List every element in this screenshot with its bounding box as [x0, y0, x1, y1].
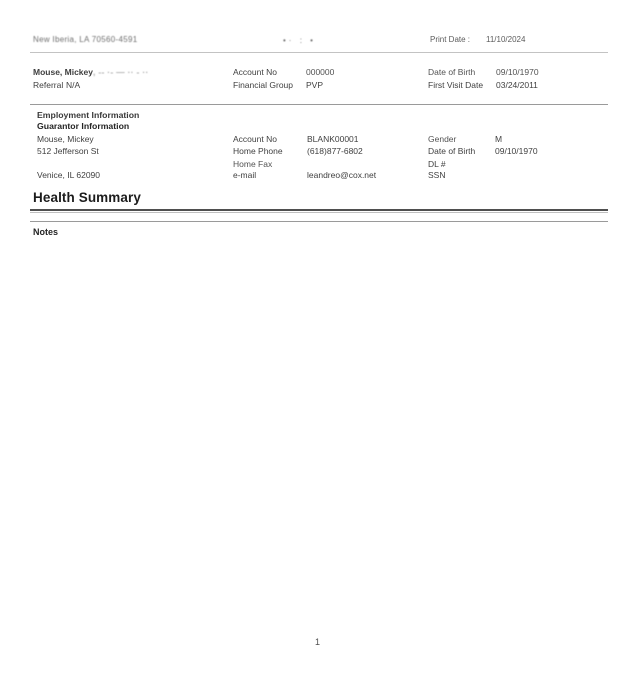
- patient-name-trailing-marks: , -- ·- — ·· - ··: [93, 67, 149, 77]
- notes-title: Notes: [33, 227, 59, 237]
- header-center-marks: •· : •: [283, 36, 316, 45]
- guarantor-city-line: Venice, IL 62090: [37, 170, 101, 180]
- email-value: leandreo@cox.net: [307, 170, 377, 180]
- home-fax-label: Home Fax: [233, 159, 273, 169]
- print-date-label: Print Date :: [430, 35, 471, 44]
- date-of-birth-value: 09/10/1970: [496, 67, 539, 77]
- employment-section-title: Employment Information: [37, 110, 140, 120]
- print-date-value: 11/10/2024: [486, 35, 526, 44]
- guarantor-gender-label: Gender: [428, 134, 457, 144]
- financial-group-label: Financial Group: [233, 80, 294, 90]
- patient-name-text: Mouse, Mickey: [33, 67, 93, 77]
- divider-above-employment: [30, 104, 608, 105]
- guarantor-dob-label: Date of Birth: [428, 146, 476, 156]
- ssn-label: SSN: [428, 170, 446, 180]
- account-no-value: 000000: [306, 67, 335, 77]
- first-visit-label: First Visit Date: [428, 80, 484, 90]
- divider-health-summary-echo: [30, 212, 608, 213]
- referral-value: N/A: [66, 80, 81, 90]
- financial-group-value: PVP: [306, 80, 324, 90]
- patient-name: [33, 67, 149, 78]
- email-label: e-mail: [233, 170, 257, 180]
- guarantor-dob-value: 09/10/1970: [495, 146, 538, 156]
- guarantor-name: Mouse, Mickey: [37, 134, 94, 144]
- guarantor-gender-value: M: [495, 134, 503, 144]
- practice-address: New Iberia, LA 70560-4591: [33, 35, 138, 44]
- dl-label: DL #: [428, 159, 446, 169]
- referral-label: Referral: [33, 80, 64, 90]
- home-phone-value: (618)877-6802: [307, 146, 363, 156]
- health-summary-title: Health Summary: [33, 190, 141, 205]
- guarantor-account-no-value: BLANK00001: [307, 134, 359, 144]
- first-visit-value: 03/24/2011: [496, 80, 538, 90]
- date-of-birth-label: Date of Birth: [428, 67, 476, 77]
- divider-health-summary-top: [30, 209, 608, 211]
- home-phone-label: Home Phone: [233, 146, 283, 156]
- guarantor-account-no-label: Account No: [233, 134, 277, 144]
- account-no-label: Account No: [233, 67, 277, 77]
- guarantor-section-title: Guarantor Information: [37, 121, 130, 131]
- divider-header: [30, 52, 608, 53]
- page-number: 1: [314, 637, 320, 647]
- divider-above-notes: [30, 221, 608, 222]
- guarantor-address-line: 512 Jefferson St: [37, 146, 99, 156]
